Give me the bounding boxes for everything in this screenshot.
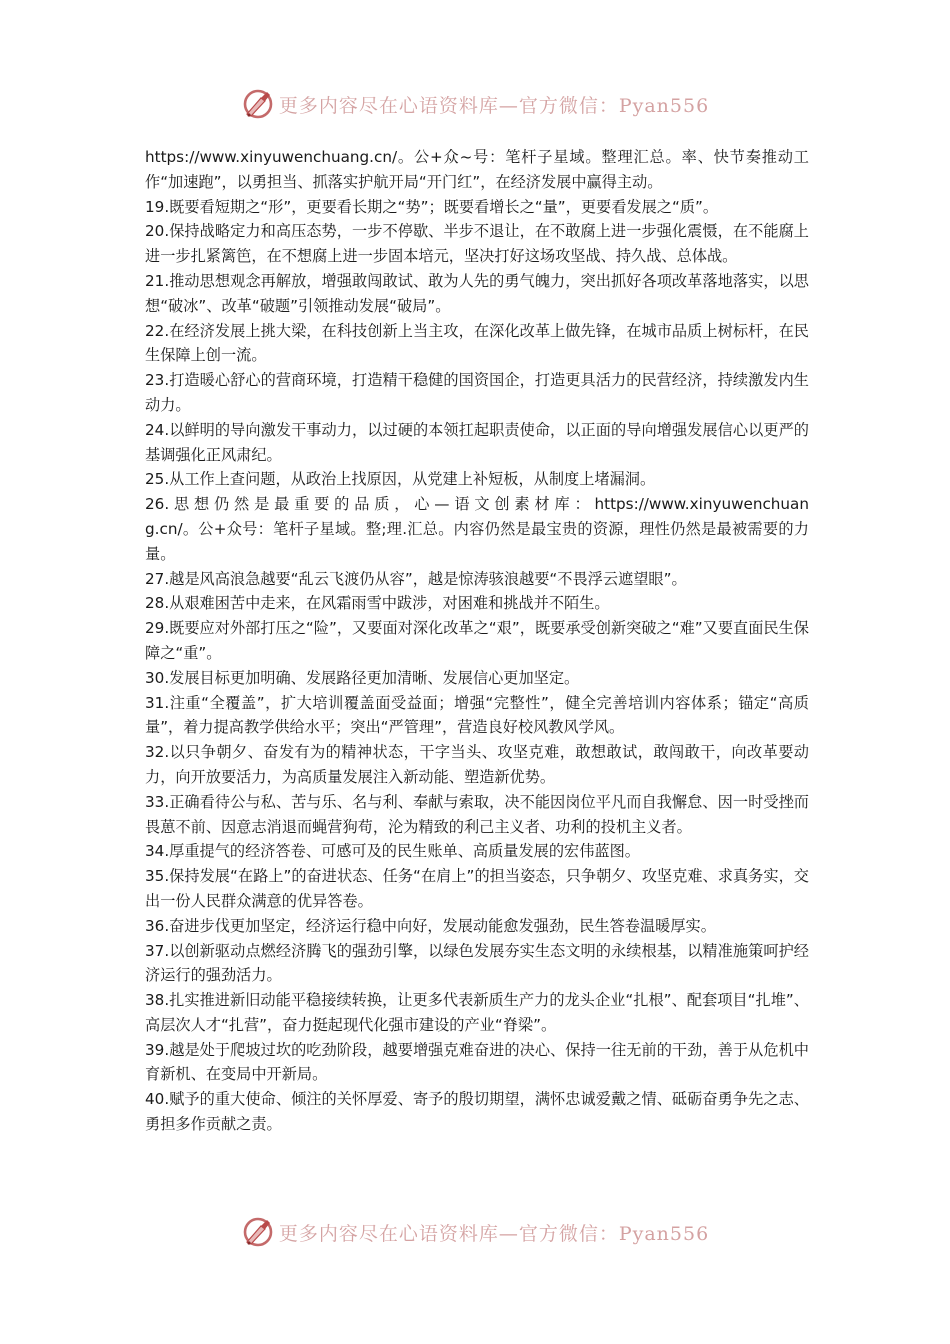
paragraph: 24.以鲜明的导向激发干事动力，以过硬的本领扛起职责使命，以正面的导向增强发展信心以更严的基调强化正风肃纪。	[145, 420, 809, 464]
paragraph: 38.扎实推进新旧动能平稳接续转换，让更多代表新质生产力的龙头企业“扎根”、配套项目“扎堆”、高层次人才“扎营”，奋力挺起现代化强市建设的产业“脊梁”。	[145, 991, 809, 1034]
paragraph: https://www.xinyuwenchuang.cn/。公+众~号：笔杆子星域。整理汇总。率、快节奏推动工作“加速跑”，以勇担当、抓落实护航开局“开门红”，在经济发展中赢得主动。	[145, 148, 809, 191]
pen-logo-icon	[241, 87, 275, 121]
paragraph: 37.以创新驱动点燃经济腾飞的强劲引擎，以绿色发展夯实生态文明的永续根基，以精准施策呵护经济运行的强劲活力。	[145, 941, 809, 985]
paragraph: 35.保持发展“在路上”的奋进状态、任务“在肩上”的担当姿态，只争朝夕、攻坚克难、求真务实，交出一份人民群众满意的优异答卷。	[145, 867, 809, 910]
header-banner-text: 更多内容尽在心语资料库—官方微信：Pyan556	[278, 94, 710, 117]
footer-banner	[0, 1212, 950, 1252]
document-body	[145, 145, 809, 1137]
paragraph: 25.从工作上查问题，从政治上找原因，从党建上补短板，从制度上堵漏洞。	[145, 470, 656, 489]
paragraph: 31.注重“全覆盖”，扩大培训覆盖面受益面；增强“完整性”，健全完善培训内容体系；锚定“高质量”，着力提高教学供给水平；突出“严管理”，营造良好校风教风学风。	[145, 693, 809, 737]
footer-banner-text: 更多内容尽在心语资料库—官方微信：Pyan556	[278, 1222, 710, 1245]
pen-logo-icon	[241, 1215, 275, 1249]
paragraph: 36.奋进步伐更加坚定，经济运行稳中向好，发展动能愈发强劲，民生答卷温暖厚实。	[145, 916, 716, 935]
paragraph: 32.以只争朝夕、奋发有为的精神状态，干字当头、攻坚克难，敢想敢试，敢闯敢干，向改革要动力，向开放要活力，为高质量发展注入新动能、塑造新优势。	[145, 743, 809, 786]
paragraph: 21.推动思想观念再解放，增强敢闯敢试、敢为人先的勇气魄力，突出抓好各项改革落地落实，以思想“破冰”、改革“破题”引领推动发展“破局”。	[145, 271, 809, 315]
paragraph: 34.厚重提气的经济答卷、可感可及的民生账单、高质量发展的宏伟蓝图。	[145, 842, 640, 861]
header-banner	[0, 84, 950, 124]
paragraph: 29.既要应对外部打压之“险”，又要面对深化改革之“艰”，既要承受创新突破之“难”又要直面民生保障之“重”。	[145, 619, 809, 662]
paragraph: 27.越是风高浪急越要“乱云飞渡仍从容”，越是惊涛骇浪越要“不畏浮云遮望眼”。	[145, 569, 687, 588]
paragraph: 23.打造暖心舒心的营商环境，打造精干稳健的国资国企，打造更具活力的民营经济，持续激发内生动力。	[145, 371, 809, 414]
paragraph: 33.正确看待公与私、苦与乐、名与利、奉献与索取，决不能因岗位平凡而自我懈怠、因一时受挫而畏葸不前、因意志消退而蝇营狗苟，沦为精致的利己主义者、功利的投机主义者。	[145, 792, 809, 836]
paragraph: 40.赋予的重大使命、倾注的关怀厚爱、寄予的殷切期望，满怀忠诚爱戴之情、砥砺奋勇争先之志、勇担多作贡献之责。	[145, 1090, 809, 1134]
paragraph: 20.保持战略定力和高压态势，一步不停歇、半步不退让，在不敢腐上进一步强化震慑，在不能腐上进一步扎紧篱笆，在不想腐上进一步固本培元，坚决打好这场攻坚战、持久战、总体战。	[145, 222, 809, 266]
paragraph: 30.发展目标更加明确、发展路径更加清晰、发展信心更加坚定。	[145, 668, 580, 687]
paragraph: 19.既要看短期之“形”，更要看长期之“势”；既要看增长之“量”，更要看发展之“质”。	[145, 197, 719, 216]
paragraph: 22.在经济发展上挑大梁，在科技创新上当主攻，在深化改革上做先锋，在城市品质上树标杆，在民生保障上创一流。	[145, 321, 809, 365]
paragraph: 28.从艰难困苦中走来，在风霜雨雪中跋涉，对困难和挑战并不陌生。	[145, 594, 610, 613]
paragraph: 39.越是处于爬坡过坎的吃劲阶段，越要增强克难奋进的决心、保持一往无前的干劲，善于从危机中育新机、在变局中开新局。	[145, 1040, 809, 1084]
paragraph: 26. 思 想 仍 然 是 最 重 要 的 品 质 ， 心 — 语 文 创 素 材 库 ： https://www.xinyuwenchuang.cn/。公+众号：笔杆子星域。整;理.汇总。内容仍然是最宝贵的资源，理性仍然是最被需要的力量。	[145, 495, 809, 563]
